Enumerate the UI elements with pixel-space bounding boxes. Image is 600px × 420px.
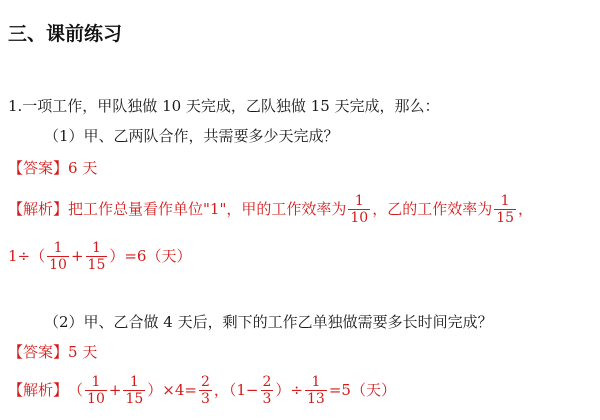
section-title: 三、课前练习 — [8, 23, 123, 45]
fraction: $\frac{1}{15}$ — [125, 373, 144, 407]
part1-answer — [8, 158, 97, 178]
calc-prefix: 1÷（ — [8, 247, 46, 265]
fraction: $\frac{1}{10}$ — [49, 239, 67, 273]
paren-open: （ — [68, 381, 84, 399]
analysis-tag: 【解析】 — [8, 381, 69, 399]
answer-value: 5 天 — [68, 343, 98, 361]
question1-stem: 1.一项工作，甲队独做 10 天完成，乙队独做 15 天完成，那么： — [8, 97, 440, 115]
fraction: $\frac{2}{3}$ — [262, 373, 272, 407]
question1-part1: （1）甲、乙两队合作，共需要多少天完成？ — [44, 127, 339, 145]
fraction: $\frac{1}{15}$ — [87, 239, 106, 273]
calc-text: ）÷ — [275, 381, 303, 399]
answer-tag: 【答案】 — [8, 159, 69, 177]
question1-part2: （2）甲、乙合做 4 天后，剩下的工作乙单独做需要多长时间完成？ — [44, 313, 493, 331]
part1-calculation — [8, 236, 191, 276]
calc-text: ，（1− — [213, 381, 259, 399]
fraction: $\frac{1}{10}$ — [87, 373, 105, 407]
fraction-yi-efficiency: $\frac{1}{15}$ — [496, 192, 515, 226]
analysis-text: ， — [518, 200, 534, 218]
fraction-jia-efficiency: $\frac{1}{10}$ — [350, 192, 369, 226]
analysis-text: 把工作总量看作单位"1"，甲的工作效率为 — [68, 200, 347, 218]
calc-result: =5（天） — [328, 381, 396, 399]
fraction: $\frac{2}{3}$ — [200, 373, 210, 407]
part2-analysis — [8, 370, 396, 410]
part2-answer — [8, 342, 97, 362]
calc-text: ）×4= — [147, 381, 197, 399]
calc-suffix: ）=6（天） — [109, 247, 192, 265]
part1-analysis — [8, 189, 533, 229]
answer-value: 6 天 — [68, 159, 98, 177]
plus-sign: + — [70, 247, 84, 265]
analysis-text: ，乙的工作效率为 — [372, 200, 493, 218]
plus-sign: + — [108, 381, 122, 399]
answer-tag: 【答案】 — [8, 343, 69, 361]
fraction: $\frac{1}{13}$ — [307, 373, 325, 407]
analysis-tag: 【解析】 — [8, 200, 69, 218]
